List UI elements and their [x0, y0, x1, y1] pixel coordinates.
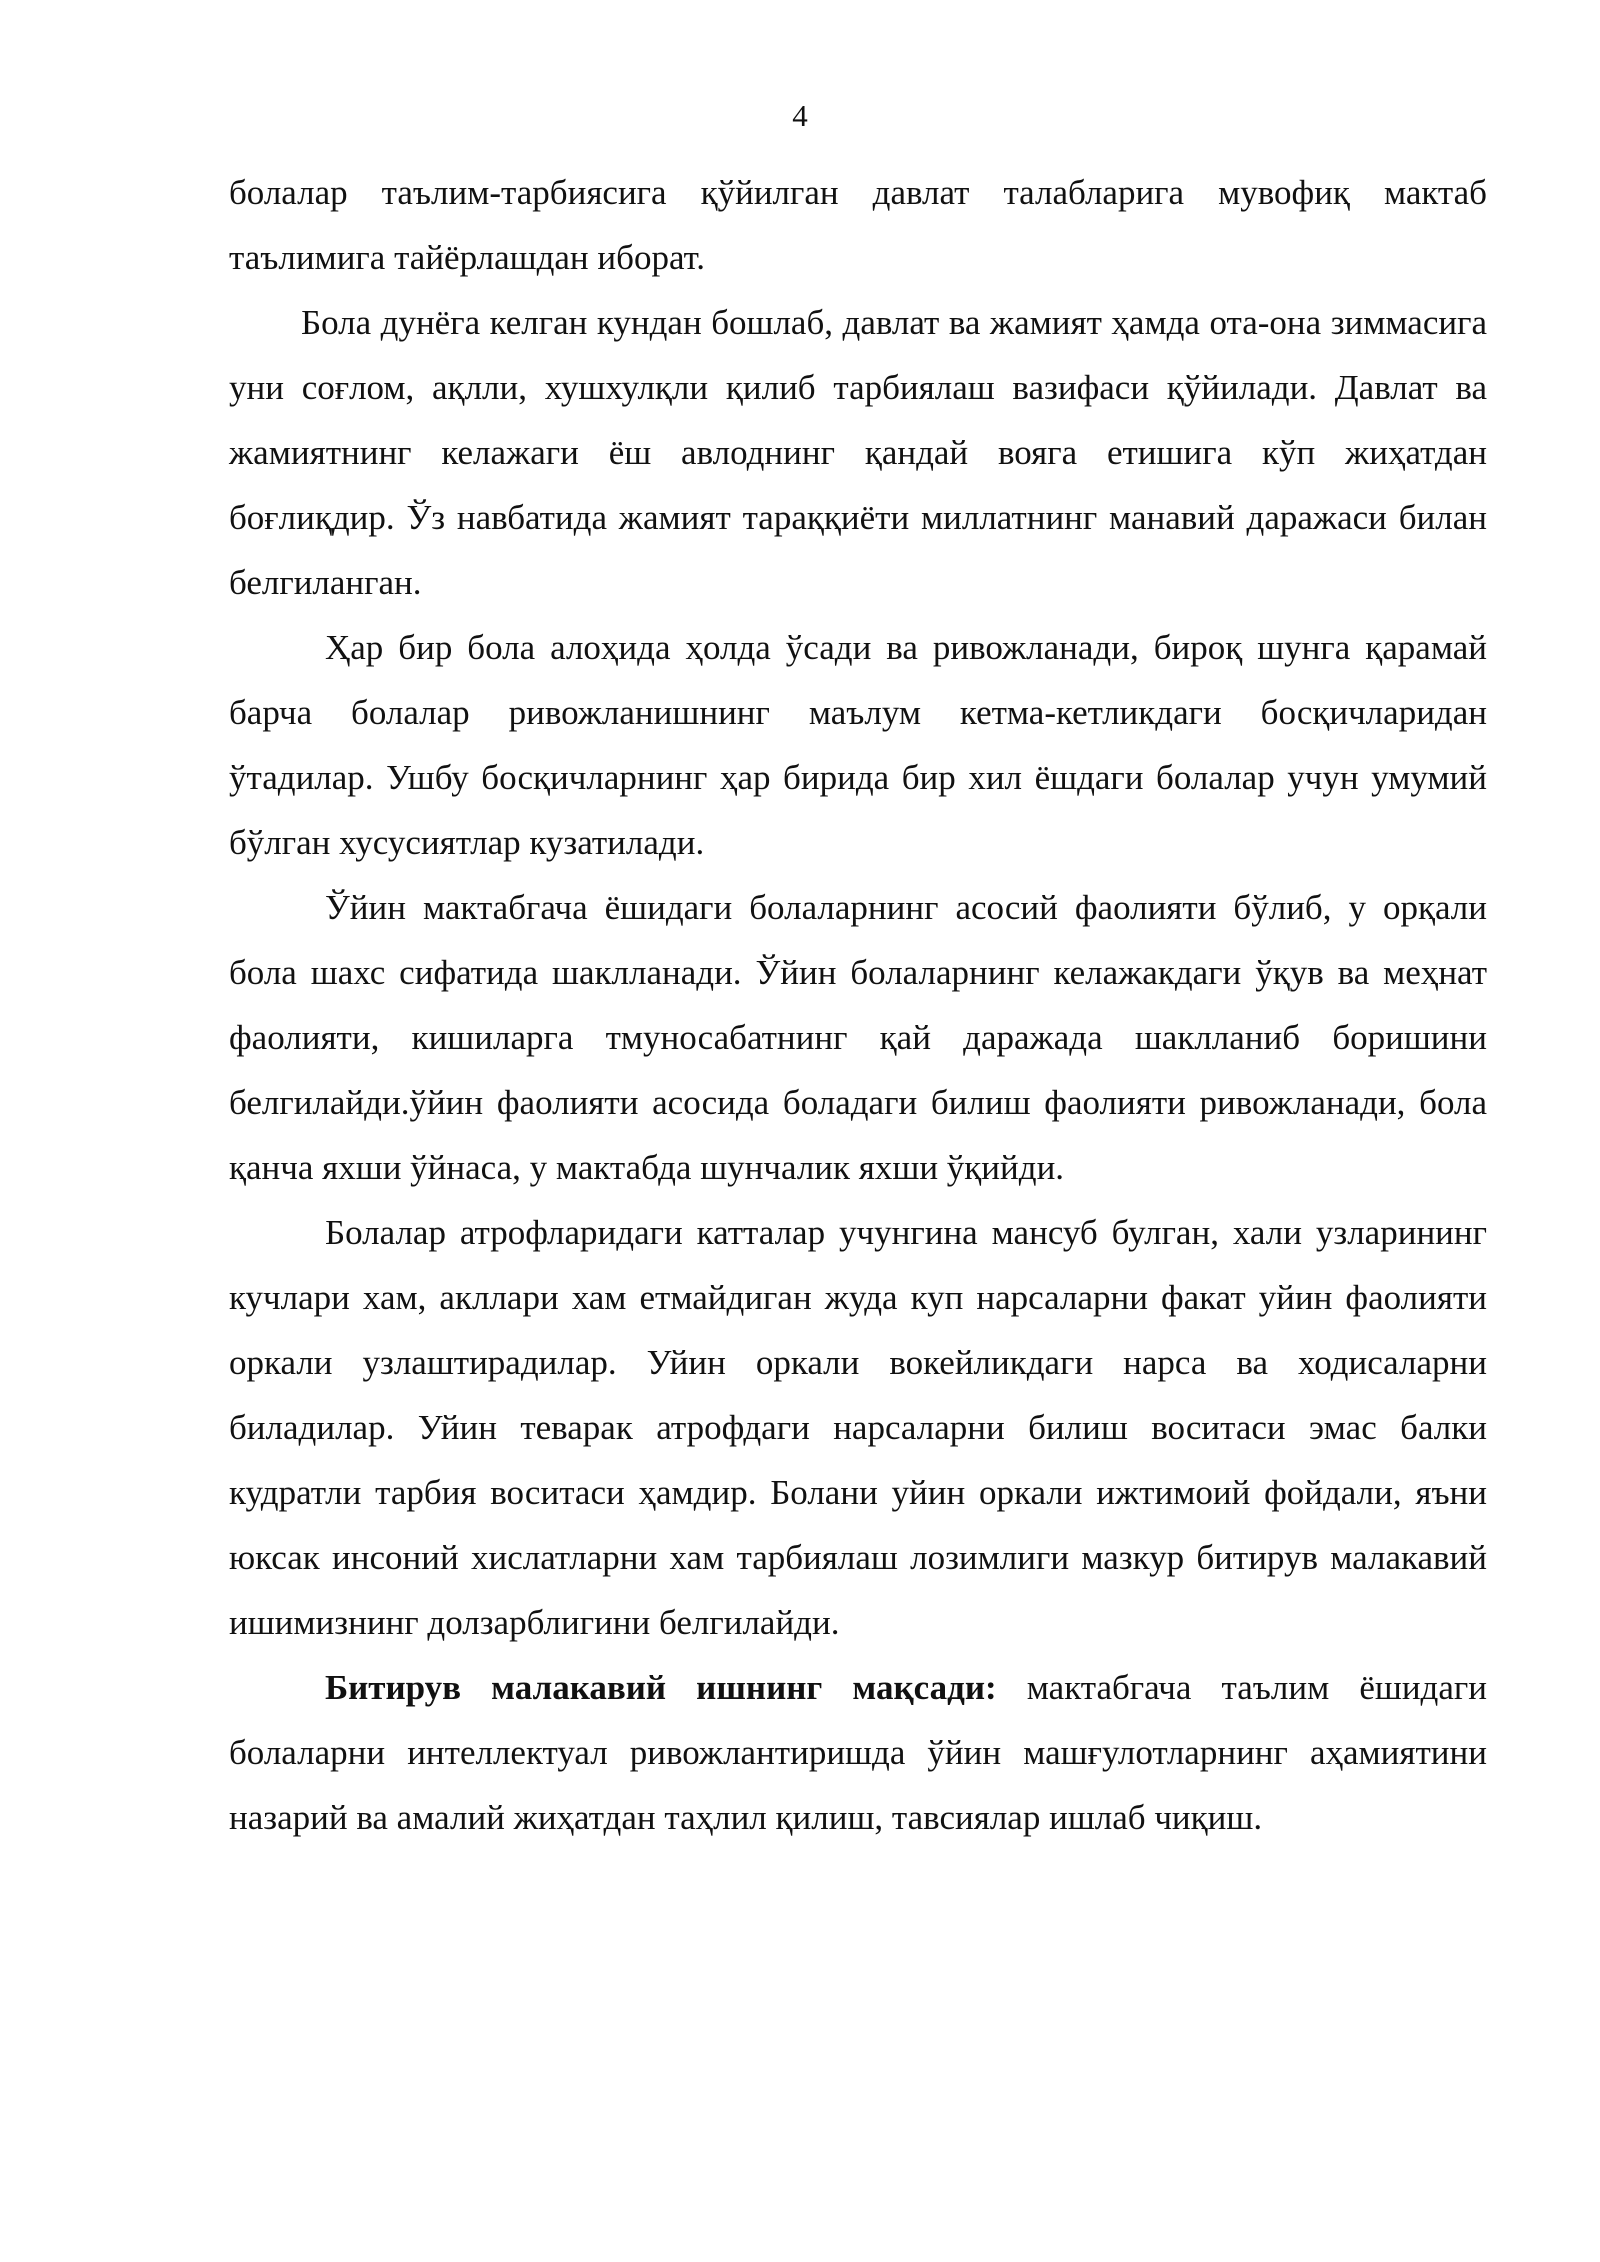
paragraph-state-and-society: Бола дунёга келган кундан бошлаб, давлат ва жамият ҳамда ота-она зиммасига уни соғлом, ақлли, хушхулқли қилиб тарбиялаш вазифаси қўйилади. Давлат ва жамиятнинг келажаги ёш авлоднинг қандай вояга етишига кўп жиҳатдан боғлиқдир. Ўз навбатида жамият тараққиёти миллатнинг манавий даражаси билан белгиланган.: [229, 303, 1487, 602]
paragraph-research-goal: [229, 1655, 1487, 1850]
paragraph-play-as-upbringing-tool: Болалар атрофларидаги катталар учунгина мансуб булган, хали узларининг кучлари хам, акллари хам етмайдиган жуда куп нарсаларни факат уйин фаолияти оркали узлаштирадилар. Уйин оркали вокейликдаги нарса ва ходисаларни биладилар. Уйин теварак атрофдаги нарсаларни билиш воситаси эмас балки кудратли тарбия воситаси ҳамдир. Болани уйин оркали ижтимоий фойдали, яъни юксак инсоний хислатларни хам тарбиялаш лозимлиги мазкур битирув малакавий ишимизнинг долзарблигини белгилайди.: [229, 1213, 1487, 1642]
research-goal-heading: Битирув малакавий ишнинг мақсади:: [325, 1668, 997, 1707]
document-body: [229, 160, 1487, 1850]
paragraph-continuation: болалар таълим-тарбиясига қўйилган давлат талабларига мувофиқ мактаб таълимига тайёрлашдан иборат.: [229, 173, 1487, 277]
paragraph-child-development-stages: Ҳар бир бола алоҳида ҳолда ўсади ва ривожланади, бироқ шунга қарамай барча болалар ривожланишнинг маълум кетма-кетликдаги босқичларидан ўтадилар. Ушбу босқичларнинг ҳар бирида бир хил ёшдаги болалар учун умумий бўлган хусусиятлар кузатилади.: [229, 628, 1487, 862]
paragraph-play-as-main-activity: Ўйин мактабгача ёшидаги болаларнинг асосий фаолияти бўлиб, у орқали бола шахс сифатида шаклланади. Ўйин болаларнинг келажакдаги ўқув ва меҳнат фаолияти, кишиларга тмуносабатнинг қай даражада шаклланиб боришини белгилайди.ўйин фаолияти асосида боладаги билиш фаолияти ривожланади, бола қанча яхши ўйнаса, у мактабда шунчалик яхши ўқийди.: [229, 888, 1487, 1187]
page-number: 4: [792, 98, 808, 133]
research-goal-text: мактабгача таълим ёшидаги болаларни интеллектуал ривожлантиришда ўйин машғулотларнинг аҳамиятини назарий ва амалий жиҳатдан таҳлил қилиш, тавсиялар ишлаб чиқиш.: [229, 1668, 1487, 1837]
